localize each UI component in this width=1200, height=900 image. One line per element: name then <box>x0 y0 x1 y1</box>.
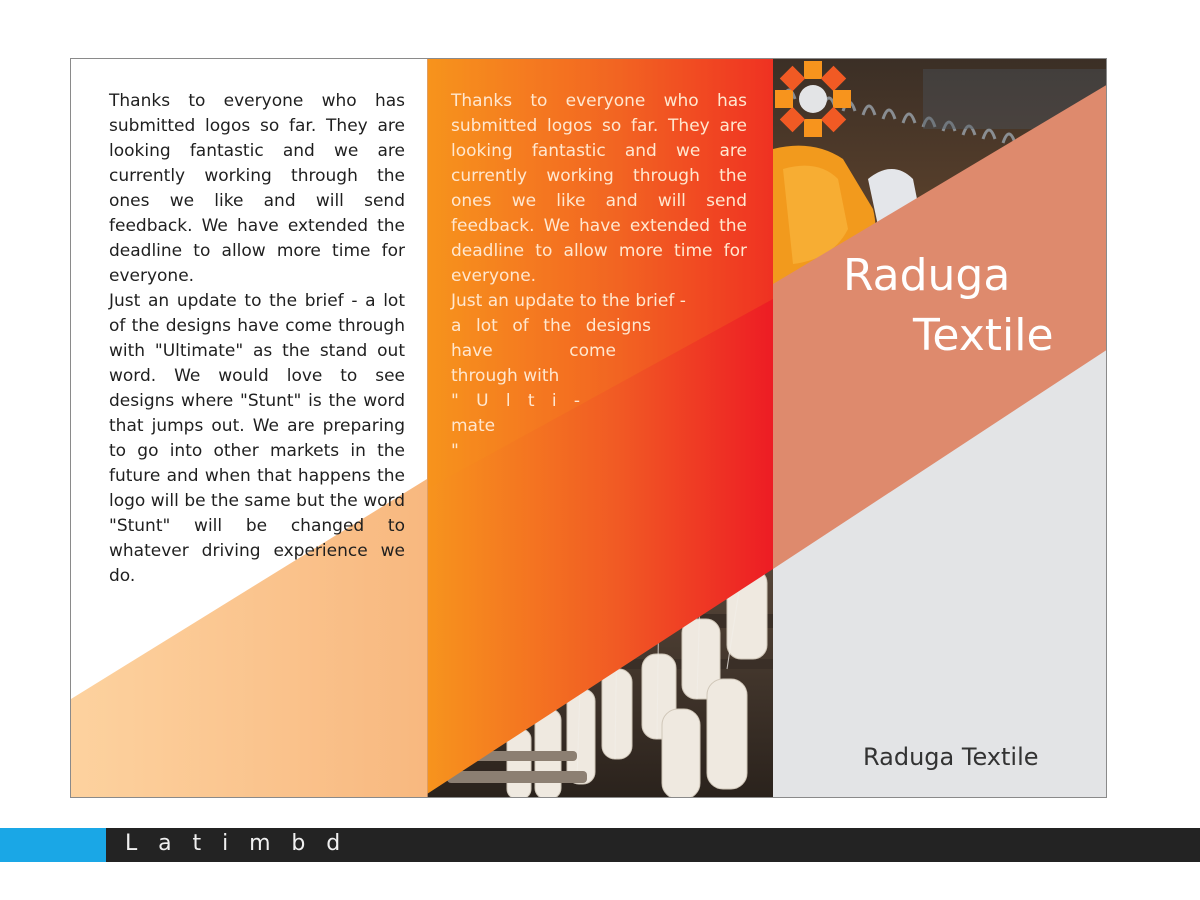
middle-cut-line-5: " U l t i - <box>451 391 586 411</box>
panel-right <box>773 59 1107 797</box>
middle-cut-line-6: mate <box>451 416 496 436</box>
middle-cut-line-1: Just an update to the brief - <box>451 291 686 311</box>
left-paragraph-1: Thanks to everyone who has submitted logos so far. They are looking fantastic and we are currently working through the ones we like and will send feedback. We have extended the deadline to allow more time for everyone. <box>109 91 405 286</box>
panel-right-background <box>773 59 1107 797</box>
brand-title-line-1: Raduga <box>843 250 1011 301</box>
middle-body-text <box>451 89 747 464</box>
middle-paragraph-1: Thanks to everyone who has submitted logos so far. They are looking fantastic and we are currently working through the ones we like and will send feedback. We have extended the deadline to allow more time for everyone. <box>451 91 747 286</box>
brand-logo-text: Raduga Textile <box>863 743 1039 771</box>
brand-title-line-2: Textile <box>913 310 1054 361</box>
footer-bar <box>0 828 1200 862</box>
trifold-brochure <box>70 58 1107 798</box>
raduga-logo-icon <box>773 59 853 139</box>
middle-cut-line-4: through with <box>451 366 560 386</box>
footer-accent-block <box>0 828 106 862</box>
middle-cut-line-2: a lot of the designs <box>451 316 651 336</box>
left-paragraph-2: Just an update to the brief - a lot of the designs have come through with "Ultimate" as the stand out word. We would love to see designs where "Stunt" is the word that jumps out. We are preparing to go into other markets in the future and when that happens the logo will be the same but the word "Stunt" will be changed to whatever driving experience we do. <box>109 291 405 586</box>
middle-cut-line-3: have come <box>451 341 616 361</box>
footer-watermark-label: Latimbd <box>125 831 362 856</box>
panel-middle <box>427 59 773 797</box>
left-body-text <box>109 89 405 589</box>
panel-left <box>71 59 427 797</box>
middle-cut-line-7: " <box>451 441 459 461</box>
